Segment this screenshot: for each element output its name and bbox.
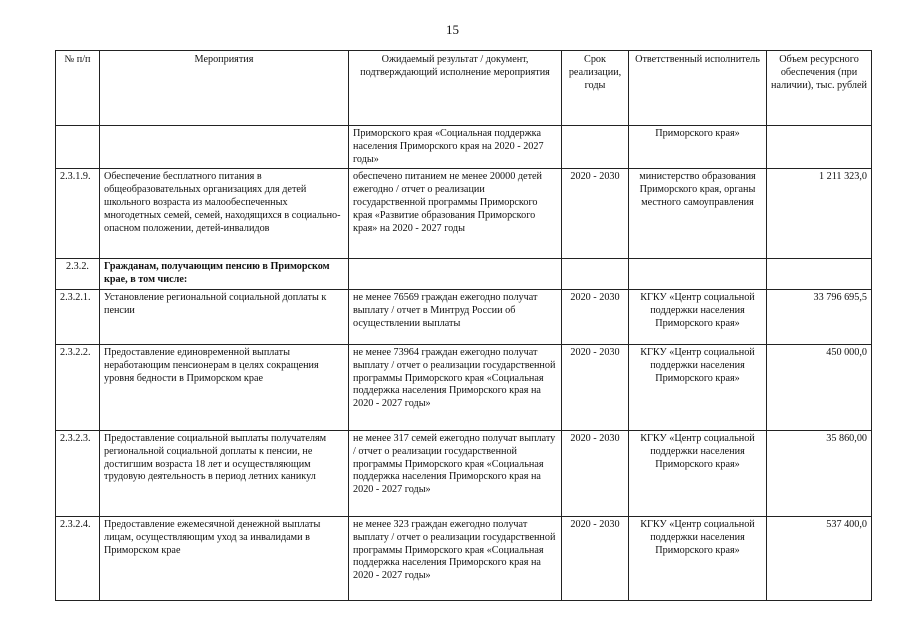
row-measure: Предоставление единовременной выплаты неработающим пенсионерам в целях сокращения уровня бедности в Приморском крае [100, 344, 349, 430]
table-row [56, 430, 872, 516]
table-row [56, 169, 872, 259]
row-executor: Приморского края» [629, 126, 767, 169]
measures-table [55, 50, 872, 601]
row-executor: КГКУ «Центр социальной поддержки населения Приморского края» [629, 344, 767, 430]
row-result: не менее 317 семей ежегодно получат выплату / отчет о реализации государственной программы Приморского края «Социальная поддержка населения Приморского края на 2020 - 2027 годы» [349, 430, 562, 516]
row-term [562, 126, 629, 169]
table-row [56, 289, 872, 344]
row-measure: Предоставление ежемесячной денежной выплаты лицам, осуществляющим уход за инвалидами в Приморском крае [100, 516, 349, 600]
row-executor: министерство образования Приморского края, органы местного самоуправления [629, 169, 767, 259]
row-result: не менее 76569 граждан ежегодно получат выплату / отчет в Минтруд России об осуществлении выплаты [349, 289, 562, 344]
row-executor: КГКУ «Центр социальной поддержки населения Приморского края» [629, 430, 767, 516]
header-result: Ожидаемый результат / документ, подтверждающий исполнение мероприятия [349, 51, 562, 126]
header-measure: Мероприятия [100, 51, 349, 126]
row-measure: Обеспечение бесплатного питания в общеобразовательных организациях для детей школьного возраста из малообеспеченных многодетных семей, семей, находящихся в социально-опасном положении, детей-инвалидов [100, 169, 349, 259]
row-measure: Установление региональной социальной доплаты к пенсии [100, 289, 349, 344]
row-num [56, 126, 100, 169]
page-number: 15 [446, 22, 459, 37]
row-volume: 1 211 323,0 [767, 169, 872, 259]
row-term: 2020 - 2030 [562, 169, 629, 259]
row-volume: 33 796 695,5 [767, 289, 872, 344]
row-volume [767, 126, 872, 169]
row-result: не менее 73964 граждан ежегодно получат выплату / отчет о реализации государственной программы Приморского края «Социальная поддержка населения Приморского края на 2020 - 2027 годы» [349, 344, 562, 430]
row-executor: КГКУ «Центр социальной поддержки населения Приморского края» [629, 289, 767, 344]
row-executor [629, 259, 767, 290]
row-num: 2.3.2.1. [56, 289, 100, 344]
row-result: не менее 323 граждан ежегодно получат выплату / отчет о реализации государственной программы Приморского края «Социальная поддержка населения Приморского края на 2020 - 2027 годы» [349, 516, 562, 600]
row-result [349, 259, 562, 290]
row-volume: 450 000,0 [767, 344, 872, 430]
row-measure: Гражданам, получающим пенсию в Приморском крае, в том числе: [100, 259, 349, 290]
row-volume: 537 400,0 [767, 516, 872, 600]
row-term [562, 259, 629, 290]
row-num: 2.3.2. [56, 259, 100, 290]
section-row [56, 259, 872, 290]
header-term: Срок реализации, годы [562, 51, 629, 126]
header-volume: Объем ресурсного обеспечения (при наличии), тыс. рублей [767, 51, 872, 126]
row-num: 2.3.2.2. [56, 344, 100, 430]
row-executor: КГКУ «Центр социальной поддержки населения Приморского края» [629, 516, 767, 600]
table-row [56, 126, 872, 169]
row-term: 2020 - 2030 [562, 516, 629, 600]
row-volume [767, 259, 872, 290]
header-num: № п/п [56, 51, 100, 126]
row-result: Приморского края «Социальная поддержка населения Приморского края на 2020 - 2027 годы» [349, 126, 562, 169]
table-row [56, 344, 872, 430]
table-row [56, 516, 872, 600]
table-header-row [56, 51, 872, 126]
row-result: обеспечено питанием не менее 20000 детей ежегодно / отчет о реализации государственной программы Приморского края «Развитие образования Приморского края» на 2020 - 2027 годы [349, 169, 562, 259]
row-num: 2.3.1.9. [56, 169, 100, 259]
row-measure [100, 126, 349, 169]
row-term: 2020 - 2030 [562, 344, 629, 430]
row-volume: 35 860,00 [767, 430, 872, 516]
header-executor: Ответственный исполнитель [629, 51, 767, 126]
row-measure: Предоставление социальной выплаты получателям региональной социальной доплаты к пенсии, не достигшим возраста 18 лет и осуществляющим трудовую деятельность в период летних каникул [100, 430, 349, 516]
row-term: 2020 - 2030 [562, 289, 629, 344]
row-num: 2.3.2.4. [56, 516, 100, 600]
row-num: 2.3.2.3. [56, 430, 100, 516]
row-term: 2020 - 2030 [562, 430, 629, 516]
